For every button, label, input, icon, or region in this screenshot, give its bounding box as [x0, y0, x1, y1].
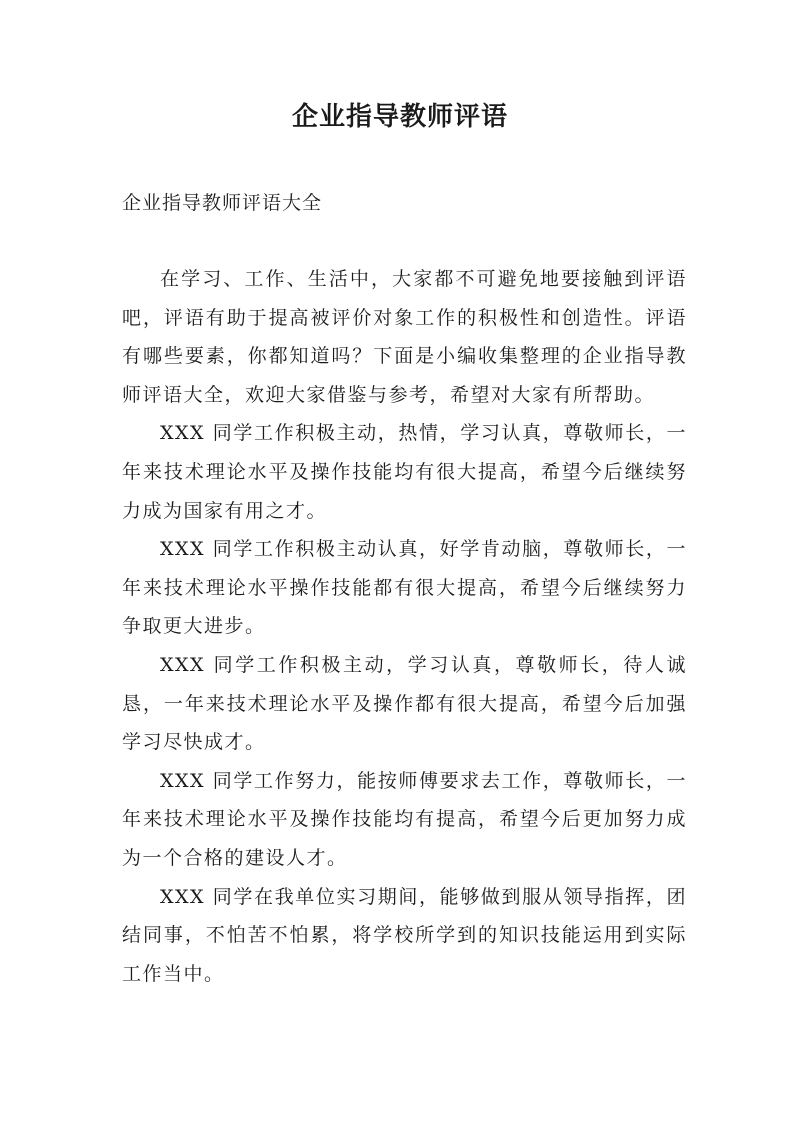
comment-paragraph: XXX 同学在我单位实习期间，能够做到服从领导指挥，团结同事，不怕苦不怕累，将学校所学到的知识技能运用到实际工作当中。	[122, 885, 687, 985]
comment-paragraph: XXX 同学工作积极主动认真，好学肯动脑，尊敬师长，一年来技术理论水平操作技能都有很大提高，希望今后继续努力争取更大进步。	[122, 538, 687, 638]
comment-paragraph: XXX 同学工作积极主动，学习认真，尊敬师长，待人诚恳，一年来技术理论水平及操作都有很大提高，希望今后加强学习尽快成才。	[122, 653, 687, 754]
comment-paragraph: XXX 同学工作积极主动，热情，学习认真，尊敬师长，一年来技术理论水平及操作技能均有很大提高，希望今后继续努力成为国家有用之才。	[122, 422, 687, 522]
document-subtitle: 企业指导教师评语大全	[122, 192, 323, 214]
intro-paragraph: 在学习、工作、生活中，大家都不可避免地要接触到评语吧，评语有助于提高被评价对象工作的积极性和创造性。评语有哪些要素，你都知道吗？下面是小编收集整理的企业指导教师评语大全，欢迎大家借鉴与参考，希望对大家有所帮助。	[122, 268, 687, 406]
comment-paragraph: XXX 同学工作努力，能按师傅要求去工作，尊敬师长，一年来技术理论水平及操作技能均有提高，希望今后更加努力成为一个合格的建设人才。	[122, 769, 687, 869]
document-body	[122, 260, 687, 993]
document-title: 企业指导教师评语	[291, 102, 508, 132]
